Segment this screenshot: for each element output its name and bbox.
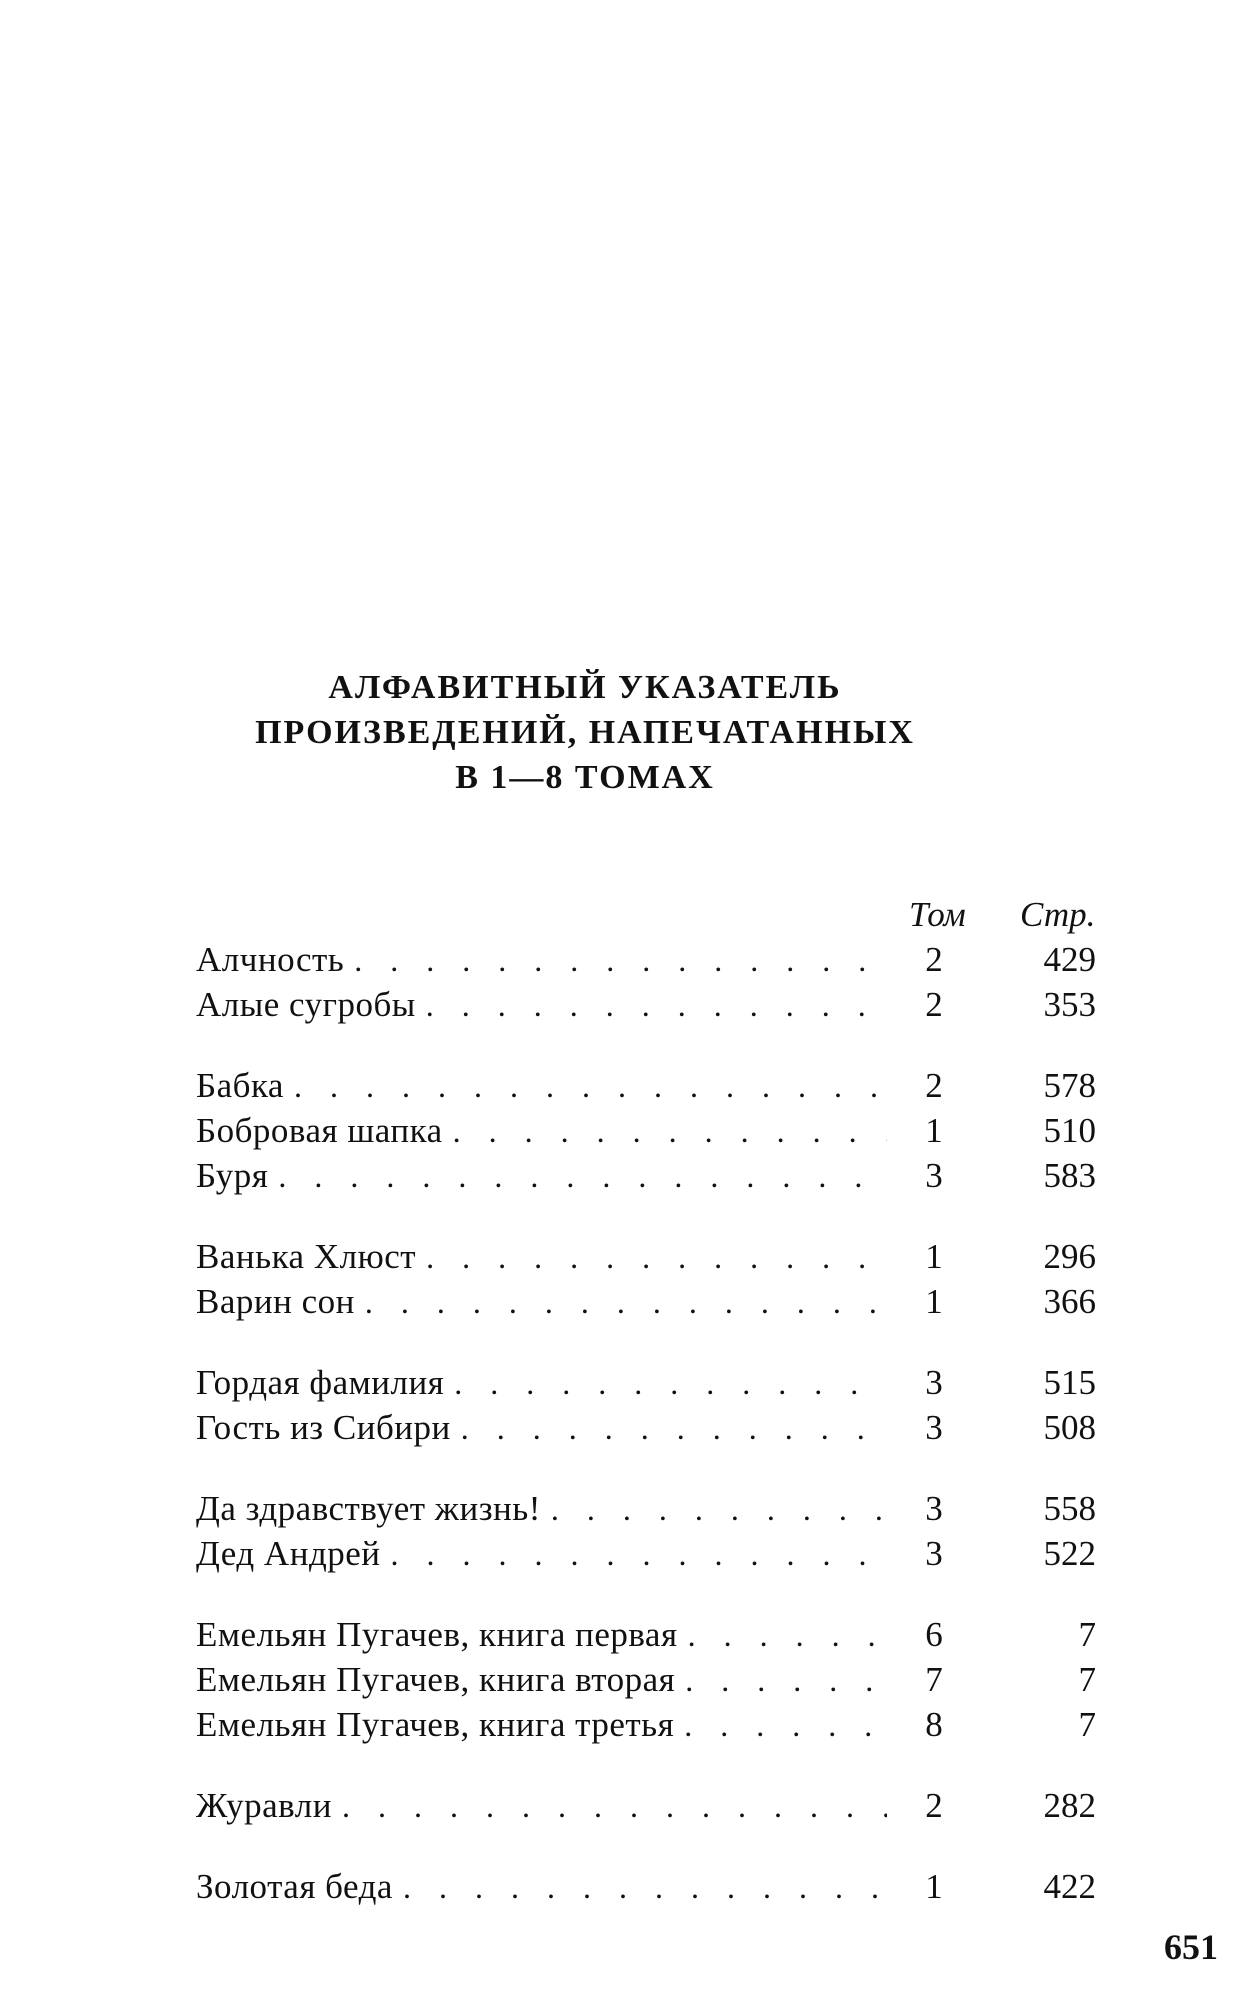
entry-title: Золотая беда [196, 1867, 393, 1906]
index-title [0, 665, 1170, 800]
entry-title: Ванька Хлюст [196, 1237, 417, 1276]
page-column-header: Стр. [1020, 895, 1096, 934]
entry-page: 558 [1043, 1489, 1096, 1528]
index-entry [196, 1486, 1096, 1531]
entry-title: Да здравствует жизнь! [196, 1489, 541, 1528]
index-group [196, 1783, 1096, 1828]
entry-volume: 8 [925, 1705, 943, 1744]
entry-page: 282 [1043, 1786, 1096, 1825]
entry-title: Журавли [196, 1786, 332, 1825]
volume-column-header: Том [909, 895, 966, 934]
entry-volume: 6 [925, 1615, 943, 1654]
index-entry [196, 1531, 1096, 1576]
dot-leader [365, 1280, 887, 1325]
title-line-2: ПРОИЗВЕДЕНИЙ, НАПЕЧАТАННЫХ [255, 714, 915, 751]
dot-leader [453, 1109, 887, 1154]
index-entry [196, 1153, 1096, 1198]
entry-page: 583 [1043, 1156, 1096, 1195]
title-line-3: В 1—8 ТОМАХ [455, 759, 715, 796]
index-entry [196, 1702, 1096, 1747]
entry-volume: 2 [925, 1066, 943, 1105]
entry-title: Алые сугробы [196, 985, 416, 1024]
dot-leader [551, 1487, 887, 1532]
dot-leader [426, 983, 887, 1028]
entry-volume: 1 [925, 1237, 943, 1276]
index-group [196, 1063, 1096, 1198]
entry-title: Алчность [196, 940, 345, 979]
index-entry [196, 1063, 1096, 1108]
entry-title: Гость из Сибири [196, 1408, 451, 1447]
entry-volume: 3 [925, 1408, 943, 1447]
page-number: 651 [1164, 1927, 1218, 1967]
dot-leader [461, 1406, 887, 1451]
index-group [196, 937, 1096, 1027]
index-entry [196, 937, 1096, 982]
entry-volume: 7 [925, 1660, 943, 1699]
entry-page: 422 [1043, 1867, 1096, 1906]
index-entry [196, 1612, 1096, 1657]
column-headers [0, 893, 1258, 937]
dot-leader [354, 938, 887, 983]
entry-volume: 3 [925, 1156, 943, 1195]
index-group [196, 1864, 1096, 1909]
entry-volume: 2 [925, 940, 943, 979]
dot-leader [426, 1235, 887, 1280]
entry-title: Бабка [196, 1066, 284, 1105]
entry-page: 510 [1043, 1111, 1096, 1150]
entry-volume: 2 [925, 985, 943, 1024]
title-line-1: АЛФАВИТНЫЙ УКАЗАТЕЛЬ [328, 669, 842, 706]
entry-volume: 3 [925, 1363, 943, 1402]
dot-leader [278, 1154, 887, 1199]
dot-leader [688, 1613, 887, 1658]
entry-page: 353 [1043, 985, 1096, 1024]
dot-leader [684, 1703, 887, 1748]
entry-page: 296 [1043, 1237, 1096, 1276]
index-entry [196, 1864, 1096, 1909]
entry-volume: 1 [925, 1282, 943, 1321]
index-entry [196, 1234, 1096, 1279]
entry-page: 522 [1043, 1534, 1096, 1573]
entry-title: Дед Андрей [196, 1534, 381, 1573]
index-group [196, 1234, 1096, 1324]
index-entry [196, 1279, 1096, 1324]
entry-page: 515 [1043, 1363, 1096, 1402]
entry-title: Бобровая шапка [196, 1111, 443, 1150]
index-group [196, 1360, 1096, 1450]
entry-title: Гордая фамилия [196, 1363, 445, 1402]
entry-page: 578 [1043, 1066, 1096, 1105]
entry-volume: 2 [925, 1786, 943, 1825]
entry-volume: 1 [925, 1111, 943, 1150]
dot-leader [403, 1865, 887, 1910]
index-entry [196, 1360, 1096, 1405]
index-group [196, 1486, 1096, 1576]
entry-title: Емельян Пугачев, книга третья [196, 1705, 675, 1744]
entry-title: Буря [196, 1156, 269, 1195]
dot-leader [342, 1784, 887, 1829]
entry-page: 7 [1078, 1660, 1096, 1699]
dot-leader [294, 1064, 887, 1109]
index-entry [196, 982, 1096, 1027]
index-list [196, 937, 1096, 1945]
entry-title: Варин сон [196, 1282, 355, 1321]
index-entry [196, 1405, 1096, 1450]
dot-leader [454, 1361, 887, 1406]
index-entry [196, 1783, 1096, 1828]
entry-page: 7 [1078, 1615, 1096, 1654]
dot-leader [685, 1658, 887, 1703]
index-entry [196, 1657, 1096, 1702]
entry-page: 429 [1043, 940, 1096, 979]
entry-title: Емельян Пугачев, книга вторая [196, 1660, 676, 1699]
entry-volume: 3 [925, 1534, 943, 1573]
entry-volume: 1 [925, 1867, 943, 1906]
entry-page: 7 [1078, 1705, 1096, 1744]
entry-title: Емельян Пугачев, книга первая [196, 1615, 678, 1654]
index-entry [196, 1108, 1096, 1153]
entry-page: 508 [1043, 1408, 1096, 1447]
entry-volume: 3 [925, 1489, 943, 1528]
dot-leader [391, 1532, 887, 1577]
entry-page: 366 [1043, 1282, 1096, 1321]
index-group [196, 1612, 1096, 1747]
